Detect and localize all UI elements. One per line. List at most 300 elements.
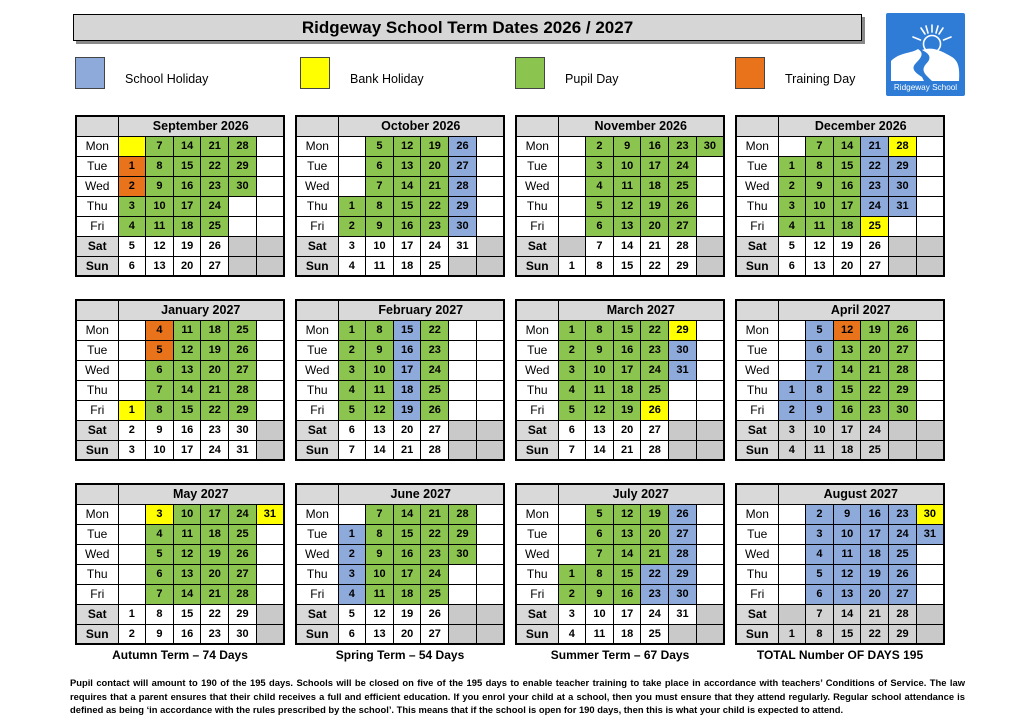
day-label: Tue (296, 524, 338, 544)
empty-cell (476, 340, 504, 360)
date-cell: 4 (778, 216, 806, 236)
date-cell: 2 (118, 420, 146, 440)
empty-cell (696, 216, 724, 236)
date-cell: 25 (641, 380, 669, 400)
date-cell: 14 (833, 136, 861, 156)
month-title: June 2027 (338, 484, 504, 504)
date-cell: 27 (201, 256, 229, 276)
date-cell: 4 (558, 380, 586, 400)
day-label: Tue (736, 524, 778, 544)
empty-cell (916, 440, 944, 460)
date-cell: 14 (833, 604, 861, 624)
empty-cell (669, 420, 697, 440)
date-cell: 25 (229, 524, 257, 544)
date-cell: 21 (641, 544, 669, 564)
empty-cell (889, 440, 917, 460)
date-cell: 31 (669, 604, 697, 624)
empty-cell (449, 584, 477, 604)
date-cell: 4 (558, 624, 586, 644)
date-cell: 22 (861, 156, 889, 176)
date-cell: 6 (586, 216, 614, 236)
empty-cell (476, 524, 504, 544)
empty-cell (916, 196, 944, 216)
empty-cell (778, 340, 806, 360)
date-cell: 12 (146, 236, 174, 256)
date-cell: 3 (586, 156, 614, 176)
date-cell: 11 (806, 216, 834, 236)
date-cell: 25 (201, 216, 229, 236)
corner-cell (516, 116, 558, 136)
empty-cell (778, 584, 806, 604)
footer-note: Pupil contact will amount to 190 of the 195 days. Schools will be closed on five of the 195 days to enable teacher training to take place in accordance with teachers’ Conditions of Service. The law requires that a parent ensures that their child receives a full and efficient education. If you enrol your child at a school, then you must ensure that they attend regularly. Regular school attendance is defined as being ‘in accordance with the rules prescribed by the school’. This means that if the school is open for 190 days, then this is what your child is expected to attend. (70, 677, 965, 716)
empty-cell (696, 320, 724, 340)
date-cell: 11 (146, 216, 174, 236)
date-cell: 5 (778, 236, 806, 256)
date-cell: 8 (586, 320, 614, 340)
date-cell: 2 (778, 400, 806, 420)
empty-cell (449, 380, 477, 400)
date-cell: 16 (173, 420, 201, 440)
date-cell: 24 (861, 196, 889, 216)
date-cell: 20 (861, 584, 889, 604)
date-cell: 15 (833, 624, 861, 644)
date-cell: 30 (449, 216, 477, 236)
empty-cell (696, 236, 724, 256)
date-cell: 5 (146, 544, 174, 564)
empty-cell (256, 196, 284, 216)
day-label: Mon (516, 504, 558, 524)
empty-cell (476, 440, 504, 460)
day-label: Mon (296, 136, 338, 156)
date-cell: 7 (366, 176, 394, 196)
empty-cell (778, 564, 806, 584)
school-holiday-label: School Holiday (125, 72, 209, 86)
date-cell: 27 (861, 256, 889, 276)
corner-cell (736, 484, 778, 504)
date-cell: 1 (338, 196, 366, 216)
date-cell: 2 (118, 176, 146, 196)
empty-cell (229, 216, 257, 236)
month-title: August 2027 (778, 484, 944, 504)
legend-item-training-day (735, 56, 855, 89)
date-cell: 24 (421, 360, 449, 380)
date-cell: 16 (833, 176, 861, 196)
date-cell: 9 (366, 216, 394, 236)
empty-cell (916, 420, 944, 440)
empty-cell (118, 504, 146, 524)
empty-cell (256, 320, 284, 340)
empty-cell (118, 320, 146, 340)
empty-cell (476, 320, 504, 340)
empty-cell (889, 236, 917, 256)
empty-cell (256, 420, 284, 440)
date-cell: 10 (146, 196, 174, 216)
date-cell: 2 (118, 624, 146, 644)
empty-cell (476, 504, 504, 524)
empty-cell (916, 400, 944, 420)
day-label: Tue (516, 524, 558, 544)
day-label: Sat (516, 420, 558, 440)
date-cell: 4 (806, 544, 834, 564)
month-title: November 2026 (558, 116, 724, 136)
date-cell: 10 (366, 564, 394, 584)
corner-cell (76, 116, 118, 136)
date-cell: 28 (421, 440, 449, 460)
day-label: Sat (516, 604, 558, 624)
date-cell: 11 (366, 256, 394, 276)
date-cell: 14 (393, 504, 421, 524)
date-cell: 1 (778, 156, 806, 176)
date-cell: 10 (586, 360, 614, 380)
date-cell: 30 (696, 136, 724, 156)
date-cell: 9 (146, 624, 174, 644)
day-label: Thu (296, 380, 338, 400)
date-cell: 10 (146, 440, 174, 460)
date-cell: 29 (889, 156, 917, 176)
date-cell: 4 (338, 256, 366, 276)
logo-text: Ridgeway School (893, 83, 958, 92)
date-cell: 22 (861, 380, 889, 400)
date-cell: 31 (449, 236, 477, 256)
date-cell: 20 (173, 256, 201, 276)
date-cell: 6 (806, 340, 834, 360)
date-cell: 20 (641, 216, 669, 236)
day-label: Mon (516, 320, 558, 340)
date-cell: 17 (833, 196, 861, 216)
empty-cell (696, 340, 724, 360)
empty-cell (558, 136, 586, 156)
month-calendar (75, 115, 285, 277)
date-cell: 19 (861, 564, 889, 584)
date-cell: 22 (641, 256, 669, 276)
empty-cell (696, 544, 724, 564)
empty-cell (449, 320, 477, 340)
month-title: May 2027 (118, 484, 284, 504)
date-cell: 21 (201, 136, 229, 156)
date-cell: 24 (641, 360, 669, 380)
date-cell: 14 (613, 236, 641, 256)
empty-cell (449, 604, 477, 624)
date-cell: 20 (201, 564, 229, 584)
date-cell: 9 (806, 400, 834, 420)
date-cell: 14 (586, 440, 614, 460)
empty-cell (696, 400, 724, 420)
date-cell: 6 (146, 360, 174, 380)
empty-cell (476, 420, 504, 440)
corner-cell (76, 484, 118, 504)
empty-cell (476, 136, 504, 156)
date-cell: 24 (889, 524, 917, 544)
date-cell: 28 (889, 604, 917, 624)
date-cell: 28 (229, 380, 257, 400)
date-cell: 19 (393, 400, 421, 420)
date-cell: 13 (806, 256, 834, 276)
date-cell: 18 (393, 380, 421, 400)
date-cell: 17 (641, 156, 669, 176)
date-cell: 4 (586, 176, 614, 196)
date-cell: 25 (421, 380, 449, 400)
empty-cell (449, 340, 477, 360)
corner-cell (296, 484, 338, 504)
date-cell: 27 (421, 624, 449, 644)
date-cell: 21 (861, 604, 889, 624)
date-cell: 17 (173, 440, 201, 460)
day-label: Sun (516, 256, 558, 276)
month-calendar (295, 483, 505, 645)
day-label: Sun (296, 440, 338, 460)
date-cell: 25 (641, 624, 669, 644)
legend-item-school-holiday (75, 56, 208, 89)
date-cell: 6 (558, 420, 586, 440)
page-title: Ridgeway School Term Dates 2026 / 2027 (301, 17, 634, 37)
date-cell: 13 (366, 420, 394, 440)
date-cell: 19 (641, 196, 669, 216)
day-label: Wed (736, 544, 778, 564)
date-cell: 12 (613, 196, 641, 216)
date-cell: 8 (586, 256, 614, 276)
corner-cell (296, 116, 338, 136)
date-cell: 12 (173, 544, 201, 564)
empty-cell (256, 256, 284, 276)
date-cell: 28 (889, 136, 917, 156)
date-cell: 4 (338, 584, 366, 604)
date-cell: 27 (421, 420, 449, 440)
date-cell: 21 (641, 236, 669, 256)
date-cell: 30 (229, 624, 257, 644)
date-cell: 18 (833, 216, 861, 236)
date-cell: 28 (229, 584, 257, 604)
date-cell: 6 (118, 256, 146, 276)
day-label: Sat (296, 236, 338, 256)
empty-cell (476, 400, 504, 420)
date-cell: 6 (146, 564, 174, 584)
empty-cell (476, 176, 504, 196)
date-cell: 14 (613, 544, 641, 564)
empty-cell (916, 136, 944, 156)
empty-cell (916, 216, 944, 236)
date-cell: 16 (393, 340, 421, 360)
date-cell: 9 (146, 420, 174, 440)
date-cell: 13 (833, 584, 861, 604)
date-cell: 8 (146, 400, 174, 420)
empty-cell (558, 524, 586, 544)
date-cell: 9 (586, 584, 614, 604)
date-cell: 5 (806, 320, 834, 340)
date-cell: 1 (778, 380, 806, 400)
empty-cell (256, 604, 284, 624)
date-cell: 9 (146, 176, 174, 196)
date-cell: 5 (806, 564, 834, 584)
date-cell: 19 (393, 604, 421, 624)
date-cell: 21 (613, 440, 641, 460)
date-cell: 15 (613, 256, 641, 276)
month-calendar (295, 115, 505, 277)
date-cell: 30 (669, 340, 697, 360)
date-cell: 12 (806, 236, 834, 256)
date-cell: 19 (833, 236, 861, 256)
date-cell: 29 (449, 196, 477, 216)
title-bar (73, 14, 862, 41)
bank-holiday-swatch (300, 57, 330, 89)
date-cell: 24 (201, 196, 229, 216)
empty-cell (256, 584, 284, 604)
date-cell: 19 (613, 400, 641, 420)
date-cell: 9 (613, 136, 641, 156)
day-label: Fri (516, 584, 558, 604)
empty-cell (229, 256, 257, 276)
date-cell: 18 (613, 624, 641, 644)
empty-cell (916, 176, 944, 196)
date-cell: 18 (173, 216, 201, 236)
legend (0, 56, 1024, 90)
date-cell: 10 (806, 196, 834, 216)
date-cell: 8 (806, 156, 834, 176)
date-cell: 1 (118, 156, 146, 176)
empty-cell (256, 156, 284, 176)
date-cell: 15 (173, 400, 201, 420)
day-label: Wed (736, 360, 778, 380)
date-cell: 24 (201, 440, 229, 460)
date-cell: 30 (449, 544, 477, 564)
day-label: Sun (736, 440, 778, 460)
date-cell: 5 (558, 400, 586, 420)
date-cell: 16 (173, 624, 201, 644)
pupil-day-label: Pupil Day (565, 72, 619, 86)
day-label: Sat (296, 420, 338, 440)
bank-holiday-label: Bank Holiday (350, 72, 424, 86)
date-cell: 28 (229, 136, 257, 156)
date-cell: 16 (833, 400, 861, 420)
day-label: Thu (76, 380, 118, 400)
empty-cell (256, 624, 284, 644)
date-cell: 7 (146, 136, 174, 156)
empty-cell (476, 380, 504, 400)
empty-cell (558, 156, 586, 176)
empty-cell (916, 320, 944, 340)
date-cell: 17 (393, 236, 421, 256)
date-cell: 24 (421, 564, 449, 584)
date-cell: 29 (229, 156, 257, 176)
month-title: January 2027 (118, 300, 284, 320)
date-cell: 21 (861, 136, 889, 156)
date-cell: 3 (558, 604, 586, 624)
day-label: Wed (516, 360, 558, 380)
day-label: Mon (736, 504, 778, 524)
date-cell: 16 (641, 136, 669, 156)
day-label: Thu (736, 564, 778, 584)
date-cell: 21 (421, 504, 449, 524)
empty-cell (256, 136, 284, 156)
date-cell: 11 (366, 380, 394, 400)
date-cell: 26 (229, 544, 257, 564)
date-cell: 22 (861, 624, 889, 644)
date-cell: 14 (173, 584, 201, 604)
date-cell: 8 (366, 196, 394, 216)
empty-cell (696, 176, 724, 196)
empty-cell (696, 196, 724, 216)
date-cell: 17 (613, 604, 641, 624)
date-cell: 28 (669, 236, 697, 256)
date-cell: 1 (558, 256, 586, 276)
empty-cell (696, 156, 724, 176)
date-cell: 30 (916, 504, 944, 524)
date-cell: 15 (613, 320, 641, 340)
month-calendar (515, 483, 725, 645)
month-title: March 2027 (558, 300, 724, 320)
empty-cell (669, 624, 697, 644)
day-label: Sat (516, 236, 558, 256)
empty-cell (229, 196, 257, 216)
date-cell: 7 (338, 440, 366, 460)
date-cell: 30 (229, 420, 257, 440)
empty-cell (256, 216, 284, 236)
date-cell: 11 (833, 544, 861, 564)
empty-cell (476, 156, 504, 176)
date-cell: 6 (806, 584, 834, 604)
pupil-day-swatch (515, 57, 545, 89)
day-label: Wed (516, 176, 558, 196)
date-cell: 8 (806, 624, 834, 644)
empty-cell (696, 504, 724, 524)
date-cell: 26 (669, 196, 697, 216)
empty-cell (476, 584, 504, 604)
empty-cell (118, 360, 146, 380)
date-cell: 27 (889, 584, 917, 604)
empty-cell (118, 524, 146, 544)
date-cell: 18 (201, 524, 229, 544)
date-cell: 6 (338, 420, 366, 440)
date-cell: 11 (806, 440, 834, 460)
day-label: Sat (76, 604, 118, 624)
date-cell: 2 (778, 176, 806, 196)
date-cell: 15 (833, 156, 861, 176)
empty-cell (696, 524, 724, 544)
date-cell: 18 (201, 320, 229, 340)
date-cell: 20 (861, 340, 889, 360)
date-cell: 3 (806, 524, 834, 544)
empty-cell (916, 256, 944, 276)
empty-cell (889, 216, 917, 236)
date-cell: 24 (421, 236, 449, 256)
date-cell: 26 (229, 340, 257, 360)
date-cell: 22 (201, 400, 229, 420)
date-cell: 7 (806, 136, 834, 156)
empty-cell (476, 236, 504, 256)
date-cell: 2 (558, 584, 586, 604)
empty-cell (118, 584, 146, 604)
date-cell: 22 (201, 604, 229, 624)
date-cell: 10 (366, 236, 394, 256)
date-cell: 14 (833, 360, 861, 380)
empty-cell (916, 624, 944, 644)
empty-cell (916, 360, 944, 380)
day-label: Fri (736, 400, 778, 420)
month-calendar (735, 299, 945, 461)
month-calendar (295, 299, 505, 461)
month-calendar (515, 299, 725, 461)
day-label: Wed (76, 176, 118, 196)
day-label: Tue (736, 340, 778, 360)
empty-cell (229, 236, 257, 256)
legend-item-pupil-day (515, 56, 619, 89)
date-cell: 17 (861, 524, 889, 544)
date-cell: 25 (669, 176, 697, 196)
day-label: Tue (76, 340, 118, 360)
date-cell: 22 (421, 524, 449, 544)
day-label: Sun (296, 256, 338, 276)
day-label: Sat (76, 420, 118, 440)
date-cell: 2 (586, 136, 614, 156)
